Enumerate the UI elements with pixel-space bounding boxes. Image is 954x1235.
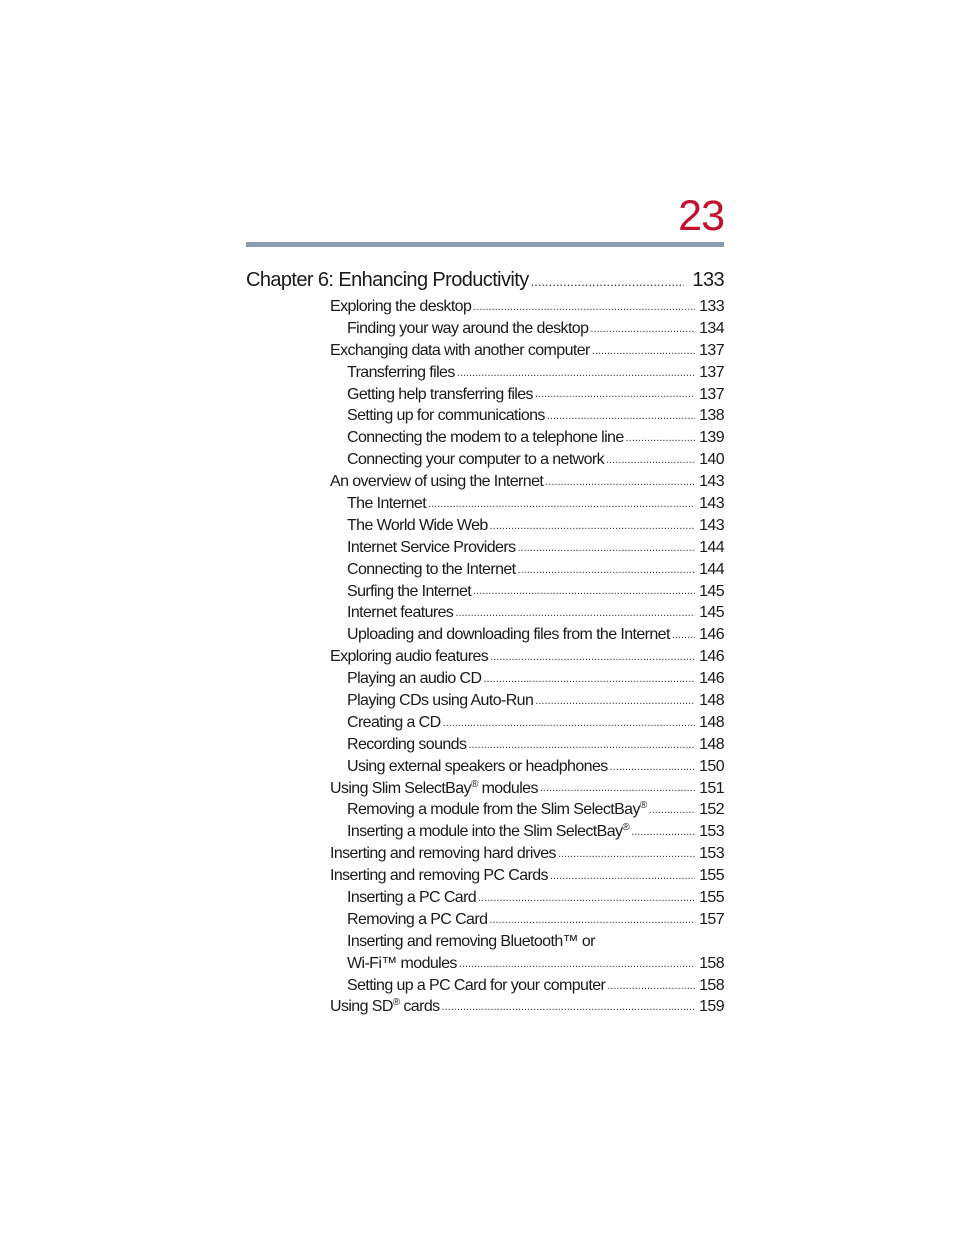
toc-entry-title-text: Exploring the desktop [330,297,472,315]
toc-entry[interactable] [246,471,724,493]
toc-entry[interactable] [246,865,724,887]
chapter-heading[interactable] [246,264,724,296]
dot-leader [483,671,695,690]
toc-entry[interactable] [246,668,724,690]
toc-entry-title-text: Connecting to the Internet [347,560,516,578]
toc-entry-page: 150 [699,757,724,775]
toc-entry-page: 144 [699,560,724,578]
toc-entry-page: 153 [699,845,724,863]
toc-entry-title [330,996,440,1018]
toc-entry[interactable] [246,997,724,1019]
toc-entry[interactable] [246,975,724,997]
dot-leader [535,693,695,712]
toc-entry-page: 146 [699,670,724,688]
dot-leader [631,824,695,843]
toc-entry-title [347,384,533,406]
toc-entry-title [347,537,515,559]
dot-leader [455,605,695,624]
dot-leader [649,802,695,821]
toc-entry[interactable] [246,340,724,362]
toc-entry-title-text: Playing an audio CD [347,670,482,688]
dot-leader [473,299,695,318]
toc-entry-title [347,975,605,997]
toc-entry-title-text: Setting up for communications [347,407,545,425]
chapter-page: 133 [692,269,724,291]
dot-leader [550,868,695,887]
toc-entry-title [347,909,487,931]
toc-entry-title-text: Uploading and downloading files from the Internet [347,626,670,644]
toc-entry-title [347,405,545,427]
toc-entry-title-text: Surfing the Internet [347,582,472,600]
toc-entry-page: 155 [699,889,724,907]
dot-leader [442,999,695,1018]
dot-leader [545,474,695,493]
toc-entry-page: 143 [699,473,724,491]
dot-leader [540,780,695,799]
dot-leader [606,452,695,471]
toc-entry-title [347,602,453,624]
toc-entry-page: 137 [699,363,724,381]
toc-entry-title [347,821,629,843]
toc-entry[interactable] [246,821,724,843]
dot-leader [490,649,695,668]
toc-entry[interactable] [246,427,724,449]
toc-entry-title-text: Wi-Fi™ modules [347,954,457,972]
dot-leader [558,846,695,865]
dot-leader [468,737,695,756]
registered-mark: ® [392,997,400,1009]
toc-entry[interactable] [246,778,724,800]
toc-entry-page: 137 [699,385,724,403]
toc-entry-title-text: An overview of using the Internet [330,473,544,491]
toc-entry-page: 158 [699,954,724,972]
toc-entry[interactable] [246,843,724,865]
toc-entry[interactable] [246,646,724,668]
dot-leader [459,956,695,975]
toc-entry[interactable] [246,318,724,340]
dot-leader [547,408,695,427]
toc-entry-title-text: Exploring audio features [330,648,489,666]
dot-leader [443,715,695,734]
toc-entry[interactable] [246,449,724,471]
registered-mark: ® [622,822,630,834]
toc-entry[interactable] [246,537,724,559]
toc-entry-title [347,449,604,471]
toc-entry-title-text: Inserting and removing Bluetooth™ or [347,932,595,950]
toc-entry-title-suffix: modules [477,779,538,797]
toc-entry[interactable] [246,581,724,603]
dot-leader [592,343,695,362]
toc-entry-title [347,756,608,778]
toc-entry-page: 148 [699,713,724,731]
dot-leader [473,583,695,602]
toc-entry-title-text: Getting help transferring files [347,385,533,403]
toc-entry[interactable] [246,559,724,581]
toc-entry-title-text: Using Slim SelectBay [330,779,471,797]
toc-entry-title-text: Transferring files [347,363,455,381]
toc-entry-title [330,296,471,318]
dot-leader [478,890,695,909]
dot-leader [457,365,695,384]
toc-entry[interactable] [246,734,724,756]
toc-entry[interactable] [246,405,724,427]
toc-entry[interactable] [246,887,724,909]
toc-entry-title [347,427,624,449]
toc-entry-page: 151 [699,779,724,797]
toc-entry-title-text: Connecting the modem to a telephone line [347,429,624,447]
toc-entry[interactable] [246,384,724,406]
registered-mark: ® [470,778,478,790]
chapter-title: Chapter 6: Enhancing Productivity [246,269,529,291]
toc-entry-page: 158 [699,976,724,994]
registered-mark: ® [639,800,647,812]
dot-leader [489,912,695,931]
toc-entry-title-text: Recording sounds [347,735,467,753]
toc-entry[interactable] [246,953,724,975]
table-of-contents [246,264,724,1018]
toc-entry-page: 143 [699,495,724,512]
toc-entry[interactable] [246,602,724,624]
toc-entry-title [347,515,488,537]
toc-entry-title [330,865,548,887]
toc-entry-title [347,581,471,603]
toc-entry-page: 145 [699,604,724,622]
toc-entry-title-text: Setting up a PC Card for your computer [347,976,606,994]
toc-entry[interactable] [246,624,724,646]
dot-leader [490,518,695,537]
dot-leader [607,978,695,997]
toc-entry-page: 159 [699,998,724,1016]
toc-entry-title [330,646,488,668]
toc-entry[interactable] [246,712,724,734]
toc-entry-title [347,887,476,909]
toc-entry-title-text: Inserting and removing hard drives [330,845,556,863]
toc-entry[interactable] [246,296,724,318]
toc-entry-page: 153 [699,823,724,841]
toc-entry-page: 140 [699,451,724,469]
toc-entry-title [330,778,538,800]
page-number: 23 [678,192,724,240]
toc-entry-title [347,690,533,712]
toc-entry-title-text: Exchanging data with another computer [330,341,590,359]
toc-entry-page: 152 [699,801,724,819]
dot-leader [518,562,695,581]
dot-leader [626,430,695,449]
toc-entry-title-text: Creating a CD [347,713,441,731]
toc-entry[interactable] [246,909,724,931]
toc-entry-title-text: Inserting a PC Card [347,889,477,907]
toc-entry-title [330,340,590,362]
toc-entry-title [347,734,466,756]
toc-entry-title-text: Internet features [347,604,454,622]
toc-entry-title [347,712,441,734]
toc-entry-page: 134 [699,319,724,337]
toc-entry-title [347,559,516,581]
toc-entry-title [347,953,457,975]
toc-entry[interactable] [246,690,724,712]
toc-entry-title [347,624,670,646]
toc-entry-title-text: Connecting your computer to a network [347,451,605,469]
toc-entry-page: 144 [699,538,724,556]
toc-entry-title [347,799,647,821]
toc-entry-title [347,493,426,515]
toc-entry[interactable] [246,931,724,953]
toc-entry-page: 157 [699,910,724,928]
toc-entry-title-text: Playing CDs using Auto-Run [347,692,534,710]
toc-entry-title-text: Using external speakers or headphones [347,757,608,775]
toc-entry-title-text: Inserting a module into the Slim SelectBay [347,823,623,841]
toc-entry-title-text: Inserting and removing PC Cards [330,867,548,885]
toc-entry-list [246,296,724,1018]
toc-entry-page: 146 [699,626,724,644]
toc-entry-title [347,931,595,953]
toc-entry-page: 155 [699,867,724,885]
dot-leader [531,274,685,296]
toc-entry[interactable] [246,799,724,821]
dot-leader [672,627,695,646]
toc-entry-page: 143 [699,516,724,534]
toc-entry-title-text: Finding your way around the desktop [347,319,589,337]
toc-entry-page: 137 [699,341,724,359]
toc-entry-page: 133 [699,297,724,315]
toc-entry-title [330,471,543,493]
toc-entry-page: 139 [699,429,724,447]
toc-entry-title-text: Removing a PC Card [347,910,488,928]
header-rule [246,242,724,247]
toc-entry[interactable] [246,756,724,778]
toc-entry[interactable] [246,362,724,384]
toc-entry-title-text: Removing a module from the Slim SelectBay [347,801,640,819]
toc-entry-title [347,668,481,690]
toc-entry-title-text: Using SD [330,998,393,1016]
toc-entry-page: 148 [699,692,724,710]
toc-entry-title-text: The Internet [347,495,427,512]
dot-leader [428,496,695,515]
toc-entry-page: 148 [699,735,724,753]
toc-entry-title-suffix: cards [399,998,440,1016]
toc-entry-page: 138 [699,407,724,425]
dot-leader [610,759,695,778]
toc-entry-title [330,843,556,865]
toc-entry-title [347,318,588,340]
dot-leader [517,540,695,559]
dot-leader [535,386,695,405]
toc-entry-page: 145 [699,582,724,600]
toc-entry[interactable] [246,493,724,515]
toc-entry-title-text: Internet Service Providers [347,538,516,556]
toc-entry-page: 146 [699,648,724,666]
toc-entry[interactable] [246,515,724,537]
toc-entry-title [347,362,455,384]
dot-leader [590,321,695,340]
toc-entry-title-text: The World Wide Web [347,516,488,534]
